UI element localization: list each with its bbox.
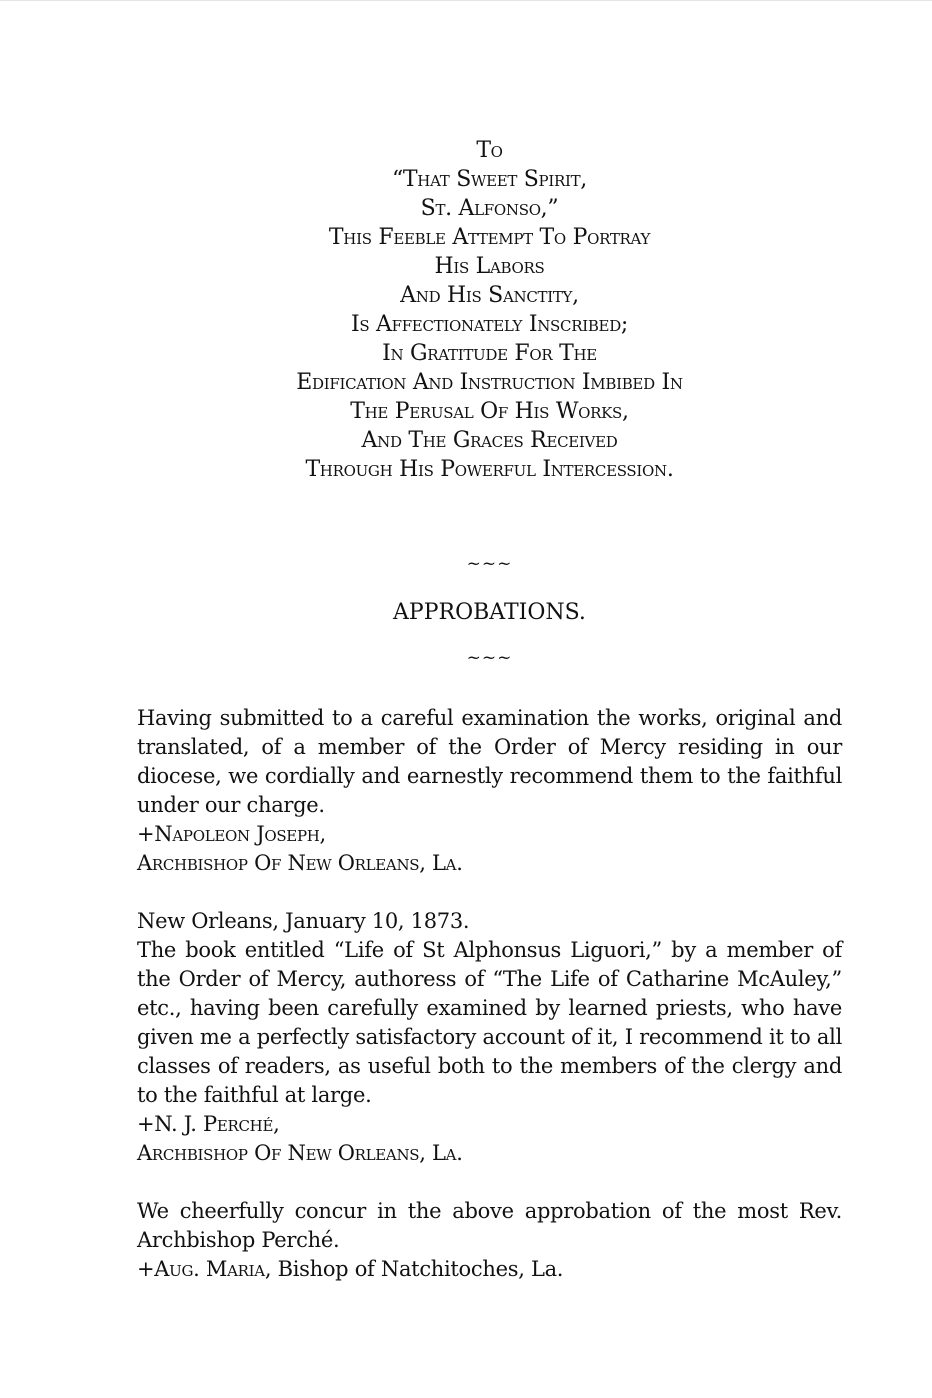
- approbation-signature: +Aug. Maria,: [137, 1257, 272, 1281]
- approbation-text: We cheerfully concur in the above approbation of the most Rev. Archbishop Perché.: [137, 1199, 842, 1252]
- approbation-signature: +Napoleon Joseph,: [137, 822, 326, 846]
- approbation-signer-title: Archbishop Of New Orleans, La.: [137, 1141, 463, 1165]
- approbation-text: The book entitled “Life of St Alphonsus Liguori,” by a member of the Order of Mercy, authoress of “The Life of Catharine McAuley,” etc., having been carefully examined by learned priests, who have given me a perfectly satisfactory account of it, I recommend it to all classes of readers, as useful both to the members of the clergy and to the faithful at large.: [137, 938, 842, 1107]
- approbation-signature-line: [137, 1255, 842, 1284]
- dedication-line: In Gratitude For The: [382, 341, 597, 366]
- approbations-body: [137, 704, 842, 1284]
- approbation-signature: +N. J. Perché,: [137, 1112, 280, 1136]
- dedication-line: Is Affectionately Inscribed;: [350, 312, 629, 337]
- dedication-line: St. Alfonso,”: [420, 196, 559, 221]
- paragraph-gap: [137, 1168, 842, 1197]
- approbation-signer-title: Archbishop Of New Orleans, La.: [137, 851, 463, 875]
- dedication-line: The Perusal Of His Works,: [350, 399, 629, 424]
- section-ornament-bottom: ~~~: [466, 648, 513, 668]
- top-border-line: [0, 0, 932, 1]
- book-page: [137, 136, 842, 1284]
- dedication-line: And His Sanctity,: [400, 283, 579, 308]
- section-ornament-top: ~~~: [466, 554, 513, 574]
- dedication-line: And The Graces Received: [361, 428, 618, 453]
- dedication-line: This Feeble Attempt To Portray: [328, 225, 651, 250]
- approbations-heading: APPROBATIONS.: [393, 600, 586, 625]
- dedication-line: Edification And Instruction Imbibed In: [296, 370, 683, 395]
- approbation-dateline: New Orleans, January 10, 1873.: [137, 909, 470, 933]
- paragraph-gap: [137, 878, 842, 907]
- approbation-text: Having submitted to a careful examination the works, original and translated, of a member of the Order of Mercy residing in our diocese, we cordially and earnestly recommend them to the faithful under our charge.: [137, 706, 842, 817]
- dedication-line: “That Sweet Spirit,: [391, 167, 587, 192]
- dedication-line: His Labors: [434, 254, 545, 279]
- dedication-line: To: [476, 138, 503, 163]
- approbation-signer-title: Bishop of Natchitoches, La.: [271, 1257, 564, 1281]
- dedication-line: Through His Powerful Intercession.: [305, 457, 674, 482]
- dedication-block: [137, 136, 842, 484]
